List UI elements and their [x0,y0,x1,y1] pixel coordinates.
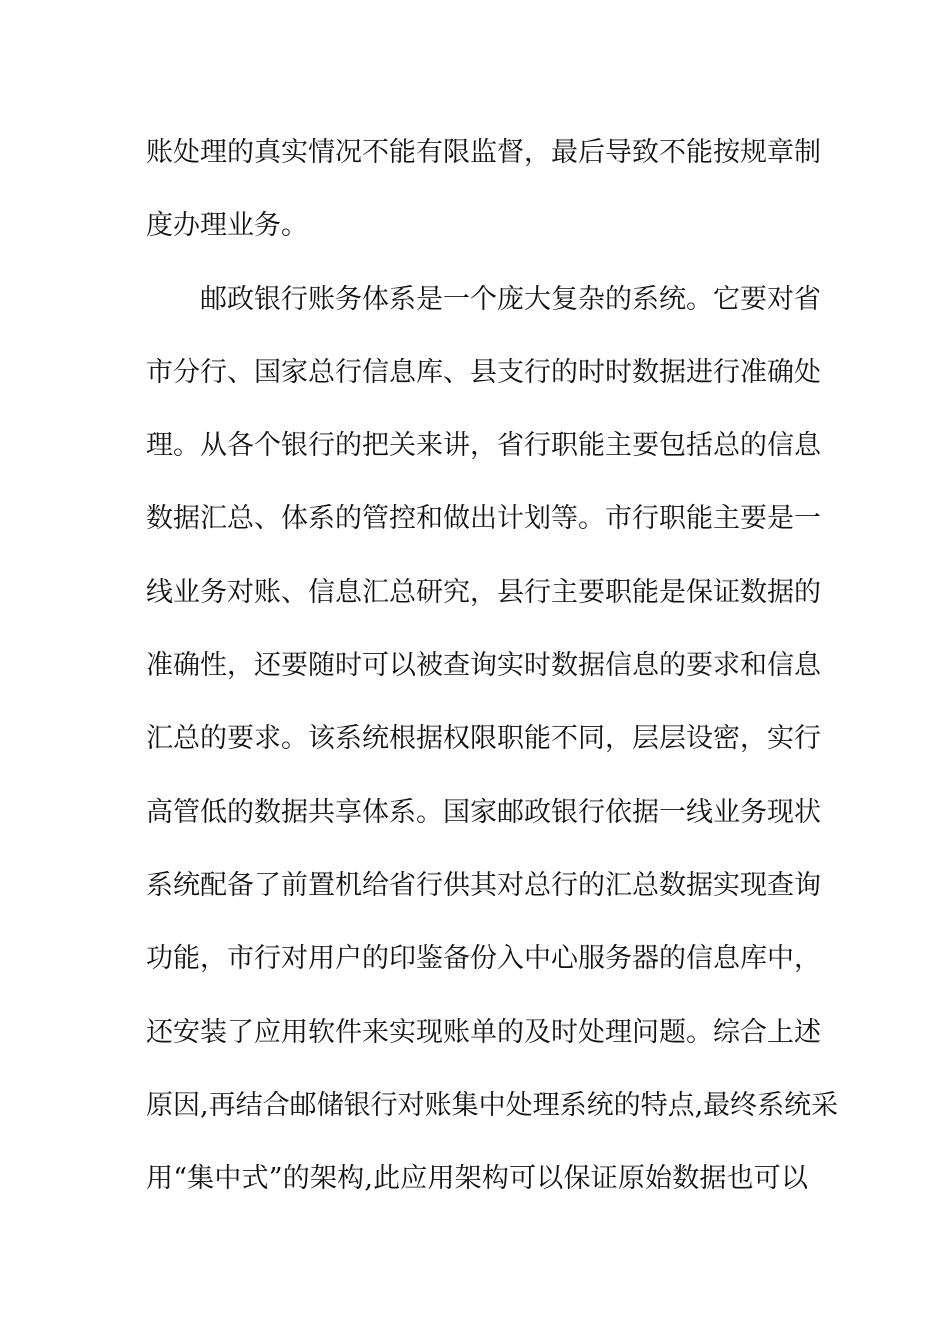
text-line-15: 用“集中式”的架构,此应用架构可以保证原始数据也可以 [146,1163,808,1195]
text-line-7: 线业务对账、信息汇总研究，县行主要职能是保证数据的 [146,576,821,608]
text-line-8: 准确性，还要随时可以被查询实时数据信息的要求和信息 [146,650,821,682]
text-line-3-paragraph-start: 邮政银行账务体系是一个庞大复杂的系统。它要对省 [200,283,821,315]
text-line-13: 还安装了应用软件来实现账单的及时处理问题。综合上述 [146,1016,821,1048]
body-text [146,128,839,1227]
text-line-12: 功能，市行对用户的印鉴备份入中心服务器的信息库中， [146,943,821,975]
text-line-6: 数据汇总、体系的管控和做出计划等。市行职能主要是一 [146,503,821,535]
text-line-5: 理。从各个银行的把关来讲，省行职能主要包括总的信息 [146,430,821,462]
text-line-10: 高管低的数据共享体系。国家邮政银行依据一线业务现状 [146,796,821,828]
text-line-2: 度办理业务。 [146,210,308,242]
text-line-9: 汇总的要求。该系统根据权限职能不同，层层设密，实行 [146,723,821,755]
text-line-11: 系统配备了前置机给省行供其对总行的汇总数据实现查询 [146,869,821,901]
text-line-4: 市分行、国家总行信息库、县支行的时时数据进行准确处 [146,356,821,388]
text-line-1: 账处理的真实情况不能有限监督，最后导致不能按规章制 [146,137,821,168]
text-line-14: 原因,再结合邮储银行对账集中处理系统的特点,最终系统采 [146,1089,839,1121]
